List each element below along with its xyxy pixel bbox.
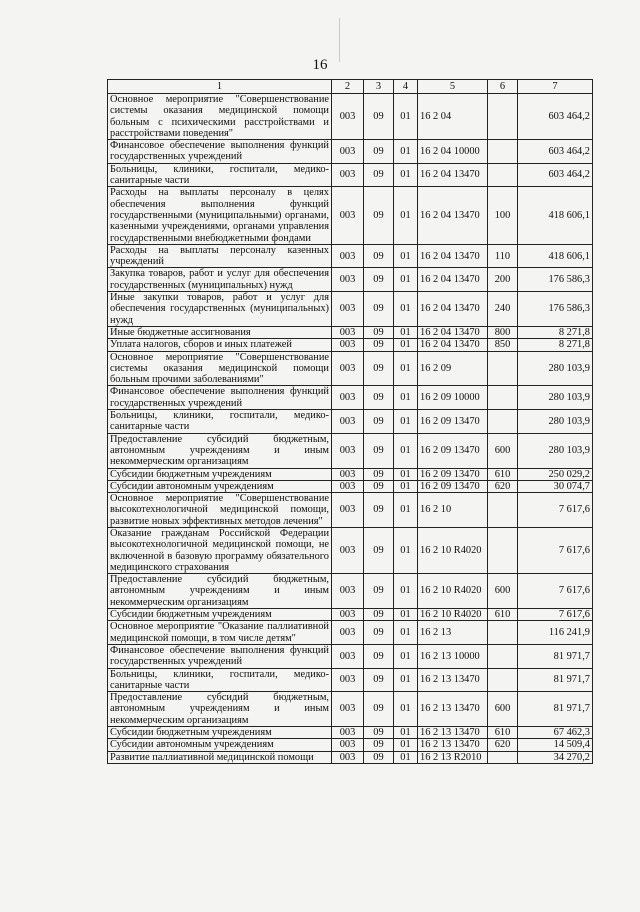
col-amount-cell: 14 509,4 xyxy=(518,739,593,751)
col-amount-cell: 280 103,9 xyxy=(518,410,593,434)
col-target-article-cell: 16 2 04 10000 xyxy=(418,140,488,164)
table-row xyxy=(108,163,593,187)
table-row xyxy=(108,351,593,386)
col-ministry-cell: 003 xyxy=(332,644,364,668)
col-expense-type-cell xyxy=(488,527,518,573)
col-section-cell: 09 xyxy=(364,527,394,573)
table-row xyxy=(108,468,593,480)
col-subsection-cell: 01 xyxy=(394,727,418,739)
row-name-cell: Основное мероприятие "Совершенствование системы оказания медицинской помощи больным прочими заболеваниями" xyxy=(108,351,332,386)
col-target-article-cell: 16 2 13 R2010 xyxy=(418,751,488,763)
col-section-cell: 09 xyxy=(364,692,394,727)
col-target-article-cell: 16 2 09 13470 xyxy=(418,468,488,480)
col-expense-type-cell: 600 xyxy=(488,433,518,468)
table-row xyxy=(108,527,593,573)
col-ministry-cell: 003 xyxy=(332,163,364,187)
table-row xyxy=(108,386,593,410)
col-section-cell: 09 xyxy=(364,668,394,692)
col-target-article-cell: 16 2 04 13470 xyxy=(418,268,488,292)
col-subsection-cell: 01 xyxy=(394,433,418,468)
col-ministry-cell: 003 xyxy=(332,268,364,292)
table-row xyxy=(108,140,593,164)
col-expense-type-cell: 610 xyxy=(488,609,518,621)
row-name-cell: Субсидии автономным учреждениям xyxy=(108,739,332,751)
col-target-article-cell: 16 2 13 13470 xyxy=(418,739,488,751)
col-expense-type-cell: 610 xyxy=(488,468,518,480)
table-row xyxy=(108,268,593,292)
col-target-article-cell: 16 2 04 13470 xyxy=(418,163,488,187)
col-amount-cell: 603 464,2 xyxy=(518,140,593,164)
col-subsection-cell: 01 xyxy=(394,187,418,244)
col-section-cell: 09 xyxy=(364,433,394,468)
col-subsection-cell: 01 xyxy=(394,621,418,645)
col-expense-type-cell xyxy=(488,644,518,668)
col-amount-cell: 8 271,8 xyxy=(518,326,593,338)
col-ministry-cell: 003 xyxy=(332,692,364,727)
col-expense-type-cell: 620 xyxy=(488,739,518,751)
col-target-article-cell: 16 2 10 R4020 xyxy=(418,527,488,573)
col-expense-type-cell: 620 xyxy=(488,480,518,492)
col-amount-cell: 280 103,9 xyxy=(518,386,593,410)
col-section-cell: 09 xyxy=(364,493,394,528)
col-expense-type-cell xyxy=(488,386,518,410)
header-cell: 5 xyxy=(418,80,488,94)
col-expense-type-cell: 610 xyxy=(488,727,518,739)
col-section-cell: 09 xyxy=(364,480,394,492)
col-expense-type-cell xyxy=(488,351,518,386)
row-name-cell: Иные бюджетные ассигнования xyxy=(108,326,332,338)
col-target-article-cell: 16 2 09 13470 xyxy=(418,410,488,434)
col-ministry-cell: 003 xyxy=(332,339,364,351)
col-target-article-cell: 16 2 10 R4020 xyxy=(418,609,488,621)
col-amount-cell: 34 270,2 xyxy=(518,751,593,763)
col-ministry-cell: 003 xyxy=(332,244,364,268)
table-row xyxy=(108,668,593,692)
col-amount-cell: 280 103,9 xyxy=(518,433,593,468)
col-ministry-cell: 003 xyxy=(332,410,364,434)
table-row xyxy=(108,644,593,668)
col-ministry-cell: 003 xyxy=(332,621,364,645)
col-subsection-cell: 01 xyxy=(394,493,418,528)
col-target-article-cell: 16 2 13 13470 xyxy=(418,668,488,692)
table-row xyxy=(108,94,593,140)
row-name-cell: Предоставление субсидий бюджетным, автономным учреждениям и иным некоммерческим организациям xyxy=(108,574,332,609)
col-amount-cell: 30 074,7 xyxy=(518,480,593,492)
col-section-cell: 09 xyxy=(364,739,394,751)
col-section-cell: 09 xyxy=(364,644,394,668)
col-ministry-cell: 003 xyxy=(332,386,364,410)
col-target-article-cell: 16 2 10 xyxy=(418,493,488,528)
col-ministry-cell: 003 xyxy=(332,433,364,468)
col-expense-type-cell xyxy=(488,140,518,164)
col-target-article-cell: 16 2 04 13470 xyxy=(418,244,488,268)
table-row xyxy=(108,326,593,338)
col-expense-type-cell: 600 xyxy=(488,574,518,609)
row-name-cell: Основное мероприятие "Совершенствование высокотехнологичной медицинской помощи, развитие новых эффективных методов лечения" xyxy=(108,493,332,528)
header-cell: 3 xyxy=(364,80,394,94)
col-subsection-cell: 01 xyxy=(394,326,418,338)
col-expense-type-cell: 600 xyxy=(488,692,518,727)
row-name-cell: Расходы на выплаты персоналу в целях обеспечения выполнения функций государственными (муниципальными) органами, казенными учреждениями, органами управления государственными внебюджетными фондами xyxy=(108,187,332,244)
col-subsection-cell: 01 xyxy=(394,163,418,187)
col-amount-cell: 7 617,6 xyxy=(518,574,593,609)
col-section-cell: 09 xyxy=(364,609,394,621)
col-amount-cell: 8 271,8 xyxy=(518,339,593,351)
col-section-cell: 09 xyxy=(364,268,394,292)
table-row xyxy=(108,621,593,645)
header-cell: 2 xyxy=(332,80,364,94)
col-ministry-cell: 003 xyxy=(332,574,364,609)
row-name-cell: Больницы, клиники, госпитали, медико-санитарные части xyxy=(108,668,332,692)
col-expense-type-cell xyxy=(488,668,518,692)
col-amount-cell: 81 971,7 xyxy=(518,692,593,727)
col-subsection-cell: 01 xyxy=(394,574,418,609)
col-expense-type-cell xyxy=(488,163,518,187)
col-ministry-cell: 003 xyxy=(332,187,364,244)
col-expense-type-cell xyxy=(488,493,518,528)
header-cell: 4 xyxy=(394,80,418,94)
table-body xyxy=(108,94,593,764)
col-section-cell: 09 xyxy=(364,94,394,140)
col-section-cell: 09 xyxy=(364,187,394,244)
col-amount-cell: 81 971,7 xyxy=(518,668,593,692)
col-amount-cell: 250 029,2 xyxy=(518,468,593,480)
col-subsection-cell: 01 xyxy=(394,468,418,480)
col-ministry-cell: 003 xyxy=(332,609,364,621)
col-amount-cell: 418 606,1 xyxy=(518,244,593,268)
row-name-cell: Расходы на выплаты персоналу казенных учреждений xyxy=(108,244,332,268)
row-name-cell: Основное мероприятие "Оказание паллиативной медицинской помощи, в том числе детям" xyxy=(108,621,332,645)
col-subsection-cell: 01 xyxy=(394,668,418,692)
col-subsection-cell: 01 xyxy=(394,527,418,573)
col-expense-type-cell xyxy=(488,621,518,645)
col-amount-cell: 67 462,3 xyxy=(518,727,593,739)
header-cell: 7 xyxy=(518,80,593,94)
col-section-cell: 09 xyxy=(364,386,394,410)
col-ministry-cell: 003 xyxy=(332,326,364,338)
col-target-article-cell: 16 2 13 13470 xyxy=(418,727,488,739)
table-row xyxy=(108,433,593,468)
col-section-cell: 09 xyxy=(364,468,394,480)
col-section-cell: 09 xyxy=(364,727,394,739)
col-amount-cell: 603 464,2 xyxy=(518,163,593,187)
col-ministry-cell: 003 xyxy=(332,739,364,751)
col-expense-type-cell: 800 xyxy=(488,326,518,338)
col-section-cell: 09 xyxy=(364,339,394,351)
col-section-cell: 09 xyxy=(364,751,394,763)
table-row xyxy=(108,739,593,751)
col-ministry-cell: 003 xyxy=(332,468,364,480)
col-amount-cell: 603 464,2 xyxy=(518,94,593,140)
col-subsection-cell: 01 xyxy=(394,751,418,763)
col-subsection-cell: 01 xyxy=(394,739,418,751)
col-amount-cell: 81 971,7 xyxy=(518,644,593,668)
col-section-cell: 09 xyxy=(364,244,394,268)
col-ministry-cell: 003 xyxy=(332,480,364,492)
table-row xyxy=(108,187,593,244)
col-expense-type-cell: 100 xyxy=(488,187,518,244)
table-header-row xyxy=(108,80,593,94)
row-name-cell: Развитие паллиативной медицинской помощи xyxy=(108,751,332,763)
col-target-article-cell: 16 2 04 13470 xyxy=(418,326,488,338)
table-row xyxy=(108,244,593,268)
row-name-cell: Финансовое обеспечение выполнения функций государственных учреждений xyxy=(108,140,332,164)
row-name-cell: Финансовое обеспечение выполнения функций государственных учреждений xyxy=(108,386,332,410)
col-target-article-cell: 16 2 09 xyxy=(418,351,488,386)
col-ministry-cell: 003 xyxy=(332,527,364,573)
row-name-cell: Предоставление субсидий бюджетным, автономным учреждениям и иным некоммерческим организациям xyxy=(108,692,332,727)
col-subsection-cell: 01 xyxy=(394,94,418,140)
col-target-article-cell: 16 2 04 13470 xyxy=(418,187,488,244)
col-section-cell: 09 xyxy=(364,574,394,609)
col-subsection-cell: 01 xyxy=(394,292,418,327)
col-target-article-cell: 16 2 09 10000 xyxy=(418,386,488,410)
col-expense-type-cell: 200 xyxy=(488,268,518,292)
table-row xyxy=(108,692,593,727)
row-name-cell: Уплата налогов, сборов и иных платежей xyxy=(108,339,332,351)
row-name-cell: Закупка товаров, работ и услуг для обеспечения государственных (муниципальных) нужд xyxy=(108,268,332,292)
col-amount-cell: 418 606,1 xyxy=(518,187,593,244)
table-row xyxy=(108,339,593,351)
header-cell: 6 xyxy=(488,80,518,94)
col-section-cell: 09 xyxy=(364,292,394,327)
col-target-article-cell: 16 2 04 13470 xyxy=(418,292,488,327)
row-name-cell: Больницы, клиники, госпитали, медико-санитарные части xyxy=(108,163,332,187)
header-cell: 1 xyxy=(108,80,332,94)
col-amount-cell: 280 103,9 xyxy=(518,351,593,386)
col-expense-type-cell: 240 xyxy=(488,292,518,327)
col-expense-type-cell xyxy=(488,410,518,434)
col-amount-cell: 7 617,6 xyxy=(518,609,593,621)
col-expense-type-cell xyxy=(488,751,518,763)
col-subsection-cell: 01 xyxy=(394,410,418,434)
budget-table xyxy=(107,79,593,764)
row-name-cell: Финансовое обеспечение выполнения функций государственных учреждений xyxy=(108,644,332,668)
col-ministry-cell: 003 xyxy=(332,94,364,140)
row-name-cell: Субсидии бюджетным учреждениям xyxy=(108,727,332,739)
col-expense-type-cell: 110 xyxy=(488,244,518,268)
col-section-cell: 09 xyxy=(364,163,394,187)
col-target-article-cell: 16 2 04 xyxy=(418,94,488,140)
col-section-cell: 09 xyxy=(364,410,394,434)
col-target-article-cell: 16 2 09 13470 xyxy=(418,480,488,492)
col-section-cell: 09 xyxy=(364,140,394,164)
col-target-article-cell: 16 2 13 10000 xyxy=(418,644,488,668)
col-ministry-cell: 003 xyxy=(332,140,364,164)
col-section-cell: 09 xyxy=(364,351,394,386)
col-amount-cell: 7 617,6 xyxy=(518,527,593,573)
row-name-cell: Оказание гражданам Российской Федерации высокотехнологичной медицинской помощи, не включенной в базовую программу обязательного медицинского страхования xyxy=(108,527,332,573)
col-subsection-cell: 01 xyxy=(394,268,418,292)
row-name-cell: Иные закупки товаров, работ и услуг для обеспечения государственных (муниципальных) нужд xyxy=(108,292,332,327)
col-subsection-cell: 01 xyxy=(394,244,418,268)
col-ministry-cell: 003 xyxy=(332,727,364,739)
col-ministry-cell: 003 xyxy=(332,751,364,763)
table-row xyxy=(108,751,593,763)
col-amount-cell: 176 586,3 xyxy=(518,292,593,327)
col-target-article-cell: 16 2 04 13470 xyxy=(418,339,488,351)
col-subsection-cell: 01 xyxy=(394,386,418,410)
row-name-cell: Субсидии бюджетным учреждениям xyxy=(108,609,332,621)
col-subsection-cell: 01 xyxy=(394,140,418,164)
col-subsection-cell: 01 xyxy=(394,480,418,492)
row-name-cell: Предоставление субсидий бюджетным, автономным учреждениям и иным некоммерческим организациям xyxy=(108,433,332,468)
col-target-article-cell: 16 2 09 13470 xyxy=(418,433,488,468)
table-row xyxy=(108,292,593,327)
col-target-article-cell: 16 2 13 13470 xyxy=(418,692,488,727)
page-number: 16 xyxy=(312,57,328,73)
col-subsection-cell: 01 xyxy=(394,351,418,386)
col-expense-type-cell: 850 xyxy=(488,339,518,351)
col-subsection-cell: 01 xyxy=(394,609,418,621)
col-section-cell: 09 xyxy=(364,621,394,645)
row-name-cell: Основное мероприятие "Совершенствование системы оказания медицинской помощи больным с психическими расстройствами и расстройствами поведения" xyxy=(108,94,332,140)
row-name-cell: Субсидии автономным учреждениям xyxy=(108,480,332,492)
col-amount-cell: 176 586,3 xyxy=(518,268,593,292)
col-target-article-cell: 16 2 10 R4020 xyxy=(418,574,488,609)
col-target-article-cell: 16 2 13 xyxy=(418,621,488,645)
col-ministry-cell: 003 xyxy=(332,351,364,386)
table-row xyxy=(108,574,593,609)
col-subsection-cell: 01 xyxy=(394,339,418,351)
col-ministry-cell: 003 xyxy=(332,292,364,327)
table-row xyxy=(108,609,593,621)
row-name-cell: Субсидии бюджетным учреждениям xyxy=(108,468,332,480)
col-subsection-cell: 01 xyxy=(394,692,418,727)
table-row xyxy=(108,493,593,528)
table-row xyxy=(108,480,593,492)
col-section-cell: 09 xyxy=(364,326,394,338)
col-amount-cell: 116 241,9 xyxy=(518,621,593,645)
col-expense-type-cell xyxy=(488,94,518,140)
col-ministry-cell: 003 xyxy=(332,668,364,692)
row-name-cell: Больницы, клиники, госпитали, медико-санитарные части xyxy=(108,410,332,434)
col-amount-cell: 7 617,6 xyxy=(518,493,593,528)
table-row xyxy=(108,410,593,434)
table-row xyxy=(108,727,593,739)
col-subsection-cell: 01 xyxy=(394,644,418,668)
col-ministry-cell: 003 xyxy=(332,493,364,528)
